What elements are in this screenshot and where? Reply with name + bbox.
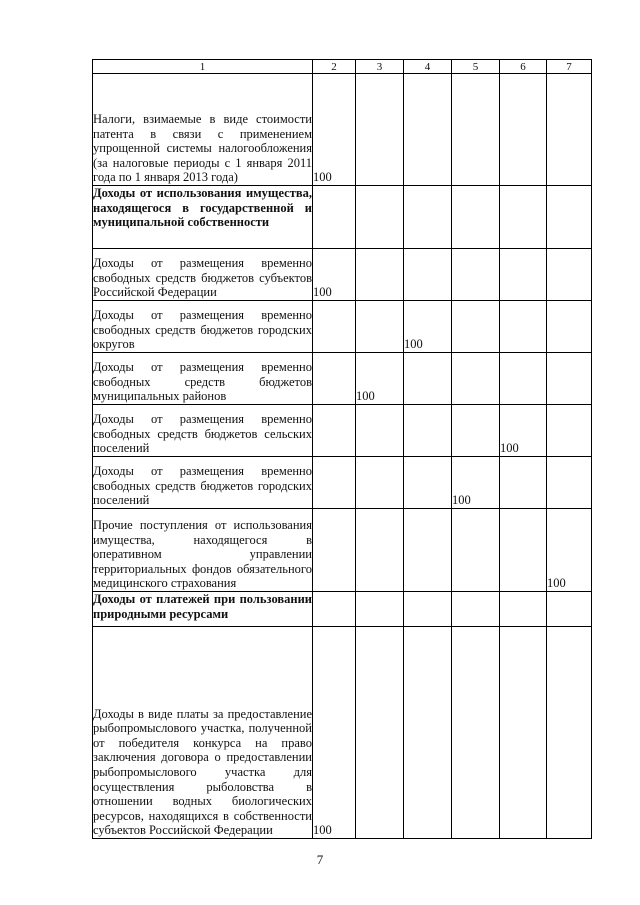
column-header-3: 3 [356,60,404,74]
value-cell-col-2 [313,457,356,509]
value-text: 100 [313,823,332,838]
value-cell-col-4 [404,509,452,592]
column-header-4: 4 [404,60,452,74]
value-cell-col-5 [452,509,500,592]
value-cell-col-3 [356,186,404,249]
value-text: 100 [356,389,375,404]
value-cell-col-3 [356,627,404,839]
value-cell-col-7 [547,74,592,186]
value-cell-col-6 [500,249,547,301]
value-cell-col-7 [547,509,592,592]
value-text: 100 [404,337,423,352]
value-cell-col-3 [356,249,404,301]
value-cell-col-3 [356,405,404,457]
table-row [93,627,592,839]
value-cell-col-2 [313,74,356,186]
value-cell-col-3 [356,74,404,186]
value-cell-col-5 [452,74,500,186]
value-cell-col-2 [313,301,356,353]
value-cell-col-4 [404,627,452,839]
value-cell-col-6 [500,405,547,457]
table-row [93,301,592,353]
column-header-7: 7 [547,60,592,74]
value-text: 100 [452,493,471,508]
value-cell-col-6 [500,627,547,839]
value-cell-col-2 [313,249,356,301]
value-cell-col-5 [452,353,500,405]
value-cell-col-7 [547,353,592,405]
row-name: Прочие поступления от использования имущества, находящегося в оперативном управлении территориальных фондов обязательного медицинского страхования [93,509,313,592]
value-cell-col-3 [356,457,404,509]
value-cell-col-6 [500,186,547,249]
value-cell-col-6 [500,457,547,509]
value-cell-col-5 [452,627,500,839]
row-name: Доходы от платежей при пользовании природными ресурсами [93,592,313,627]
table-row [93,249,592,301]
value-cell-col-5 [452,457,500,509]
value-cell-col-2 [313,509,356,592]
value-cell-col-6 [500,509,547,592]
value-cell-col-5 [452,249,500,301]
column-header-6: 6 [500,60,547,74]
row-name: Доходы от использования имущества, находящегося в государственной и муниципальной собственности [93,186,313,249]
value-cell-col-7 [547,457,592,509]
value-cell-col-2 [313,592,356,627]
value-cell-col-2 [313,627,356,839]
value-cell-col-6 [500,301,547,353]
value-cell-col-6 [500,353,547,405]
value-text: 100 [500,441,519,456]
value-cell-col-5 [452,592,500,627]
value-cell-col-2 [313,353,356,405]
value-text: 100 [313,285,332,300]
value-cell-col-4 [404,592,452,627]
table-row [93,457,592,509]
value-cell-col-5 [452,405,500,457]
column-header-2: 2 [313,60,356,74]
header-row [93,60,592,74]
table-row [93,509,592,592]
value-cell-col-4 [404,249,452,301]
row-name: Доходы от размещения временно свободных средств бюджетов городских поселений [93,457,313,509]
value-cell-col-5 [452,301,500,353]
table-group-row [93,186,592,249]
row-name: Налоги, взимаемые в виде стоимости патента в связи с применением упрощенной системы налогообложения (за налоговые периоды с 1 января 2011 года по 1 января 2013 года) [93,74,313,186]
value-cell-col-4 [404,405,452,457]
value-text: 100 [547,576,566,591]
value-cell-col-3 [356,592,404,627]
page-number: 7 [316,852,324,867]
value-text: 100 [313,170,332,185]
row-name: Доходы в виде платы за предоставление рыбопромыслового участка, полученной от победителя конкурса на право заключения договора о предоставлении рыбопромыслового участка для осуществления рыболовства в отношении водных биологических ресурсов, находящихся в собственности субъектов Российской Федерации [93,627,313,839]
value-cell-col-7 [547,249,592,301]
column-header-5: 5 [452,60,500,74]
value-cell-col-7 [547,592,592,627]
column-header-1: 1 [93,60,313,74]
value-cell-col-2 [313,405,356,457]
value-cell-col-4 [404,353,452,405]
value-cell-col-7 [547,186,592,249]
value-cell-col-5 [452,186,500,249]
table-row [93,405,592,457]
value-cell-col-3 [356,353,404,405]
table-group-row [93,592,592,627]
row-name: Доходы от размещения временно свободных средств бюджетов городских округов [93,301,313,353]
row-name: Доходы от размещения временно свободных средств бюджетов субъектов Российской Федерации [93,249,313,301]
value-cell-col-7 [547,301,592,353]
budget-revenue-table [92,59,592,839]
value-cell-col-3 [356,301,404,353]
table-row [93,353,592,405]
table-row [93,74,592,186]
value-cell-col-7 [547,627,592,839]
row-name: Доходы от размещения временно свободных средств бюджетов муниципальных районов [93,353,313,405]
value-cell-col-4 [404,457,452,509]
value-cell-col-7 [547,405,592,457]
value-cell-col-4 [404,301,452,353]
value-cell-col-6 [500,74,547,186]
value-cell-col-6 [500,592,547,627]
value-cell-col-4 [404,186,452,249]
row-name: Доходы от размещения временно свободных средств бюджетов сельских поселений [93,405,313,457]
value-cell-col-4 [404,74,452,186]
value-cell-col-2 [313,186,356,249]
value-cell-col-3 [356,509,404,592]
